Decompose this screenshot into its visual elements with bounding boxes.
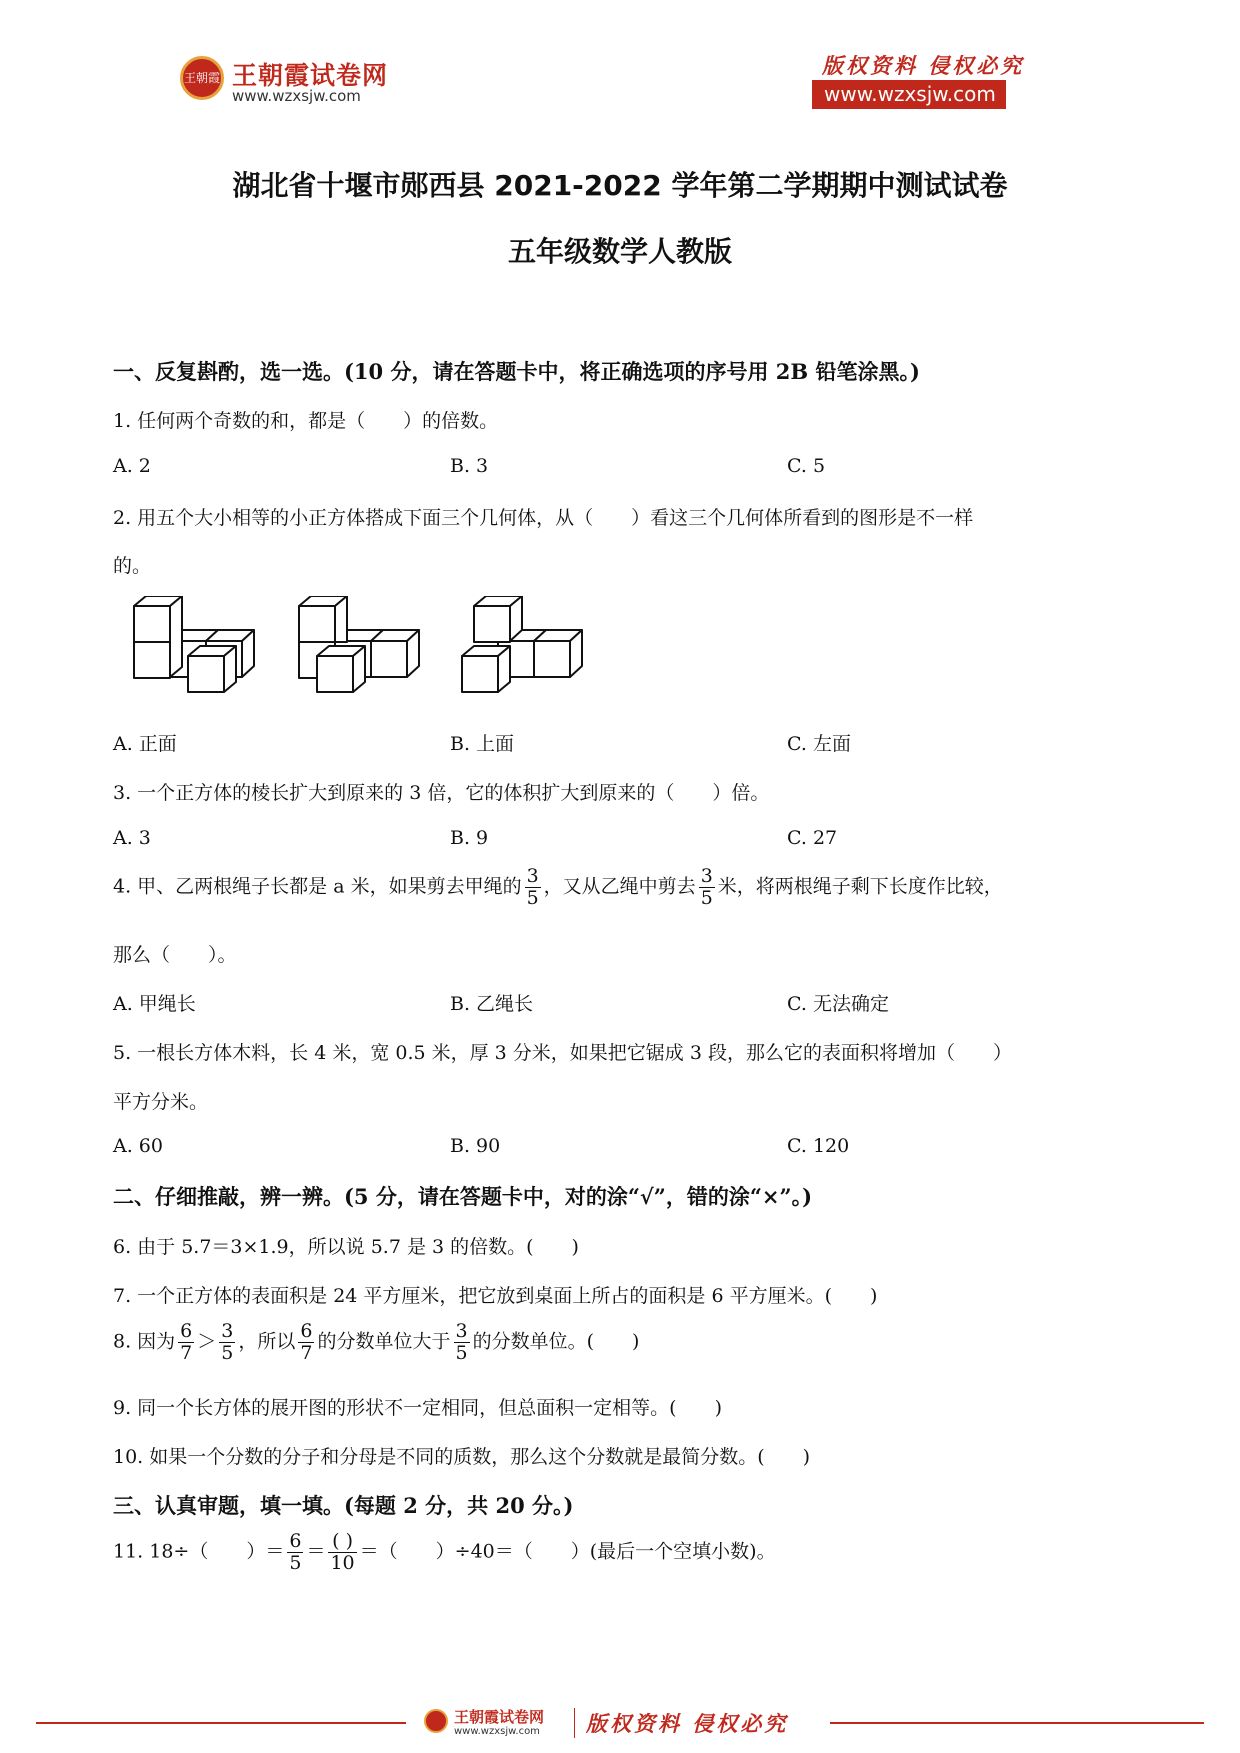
site-url: www.wzxsjw.com: [232, 87, 361, 105]
question-2: 2. 用五个大小相等的小正方体搭成下面三个几何体，从（ ）看这三个几何体所看到的图形是不一样: [113, 507, 974, 529]
page-title: 湖北省十堰市郧西县 2021-2022 学年第二学期期中测试试卷: [232, 169, 1008, 202]
footer-site-name: 王朝霞试卷网: [454, 1708, 545, 1726]
q2-option-c: C. 左面: [787, 733, 851, 755]
url-banner: www.wzxsjw.com: [812, 80, 1006, 109]
footer-copyright: 版权资料 侵权必究: [586, 1711, 789, 1736]
q3-option-b: B. 9: [450, 827, 489, 849]
page-subtitle: 五年级数学人教版: [507, 235, 732, 268]
question-3: 3. 一个正方体的棱长扩大到原来的 3 倍，它的体积扩大到原来的（ ）倍。: [113, 782, 770, 804]
fraction: $\frac{3}{5}$: [221, 1320, 234, 1364]
question-5-cont: 平方分米。: [113, 1091, 209, 1113]
question-1: 1. 任何两个奇数的和，都是（ ）的倍数。: [113, 410, 499, 432]
fraction: $\frac{6}{7}$: [300, 1320, 313, 1364]
cube-figures: [126, 596, 606, 706]
section-heading-3: 三、认真审题，填一填。(每题 2 分，共 20 分。): [113, 1493, 574, 1518]
footer-divider-left: [36, 1722, 406, 1724]
fraction: $\frac{3}{5}$: [526, 865, 539, 909]
q1-option-c: C. 5: [787, 455, 826, 477]
q2-option-b: B. 上面: [450, 733, 515, 755]
question-6: 6. 由于 5.7＝3×1.9，所以说 5.7 是 3 的倍数。( ): [113, 1236, 579, 1258]
q5-option-b: B. 90: [450, 1135, 501, 1157]
q2-option-a: A. 正面: [113, 733, 177, 755]
fraction: $\frac{6}{5}$: [289, 1530, 302, 1574]
q1-option-b: B. 3: [450, 455, 489, 477]
copyright-notice: 版权资料 侵权必究: [822, 53, 1025, 78]
footer-separator: [574, 1708, 575, 1738]
cube-figure-2: [299, 596, 419, 692]
question-4-cont: 那么（ ）。: [113, 944, 237, 966]
section-heading-2: 二、仔细推敲，辨一辨。(5 分，请在答题卡中，对的涂“√”，错的涂“×”。): [113, 1184, 813, 1209]
question-11: 11. 18÷（ ）＝ $\frac{6}{5}$ ＝ $\frac{( )}{10}$ ＝（ ）÷40＝（ ）(最后一个空填小数)。: [113, 1530, 776, 1574]
footer-divider-right: [830, 1722, 1204, 1724]
question-9: 9. 同一个长方体的展开图的形状不一定相同，但总面积一定相等。( ): [113, 1397, 722, 1419]
cube-figure-3: [462, 596, 582, 692]
q5-option-a: A. 60: [113, 1135, 163, 1157]
q3-option-a: A. 3: [113, 827, 151, 849]
q1-option-a: A. 2: [113, 455, 151, 477]
footer-site-url: www.wzxsjw.com: [454, 1726, 540, 1737]
fraction: $\frac{3}{5}$: [700, 865, 713, 909]
fraction: $\frac{3}{5}$: [455, 1320, 468, 1364]
fraction: $\frac{6}{7}$: [180, 1320, 193, 1364]
question-2-cont: 的。: [113, 555, 152, 577]
question-8: 8. 因为 $\frac{6}{7}$ ＞ $\frac{3}{5}$ ，所以 $\frac{6}{7}$ 的分数单位大于 $\frac{3}{5}$ 的分数单位。( ): [113, 1320, 640, 1364]
question-10: 10. 如果一个分数的分子和分母是不同的质数，那么这个分数就是最简分数。( ): [113, 1446, 811, 1468]
q3-option-c: C. 27: [787, 827, 838, 849]
question-4: 4. 甲、乙两根绳子长都是 a 米，如果剪去甲绳的 $\frac{3}{5}$ ，又从乙绳中剪去 $\frac{3}{5}$ 米，将两根绳子剩下长度作比较，: [113, 865, 1003, 909]
logo-badge-icon: 王朝霞: [180, 56, 224, 100]
question-7: 7. 一个正方体的表面积是 24 平方厘米，把它放到桌面上所占的面积是 6 平方厘米。( ): [113, 1285, 878, 1307]
cube-figure-1: [134, 596, 254, 692]
q4-option-c: C. 无法确定: [787, 993, 889, 1015]
q4-option-b: B. 乙绳长: [450, 993, 534, 1015]
q5-option-c: C. 120: [787, 1135, 850, 1157]
question-5: 5. 一根长方体木料，长 4 米，宽 0.5 米，厚 3 分米，如果把它锯成 3 段，那么它的表面积将增加（ ）: [113, 1042, 1012, 1064]
q4-option-a: A. 甲绳长: [113, 993, 196, 1015]
footer-logo-icon: [424, 1709, 448, 1733]
section-heading-1: 一、反复斟酌，选一选。(10 分，请在答题卡中，将正确选项的序号用 2B 铅笔涂黑。): [113, 359, 920, 384]
fraction: $\frac{( )}{10}$: [330, 1530, 355, 1574]
site-name: 王朝霞试卷网: [232, 61, 389, 90]
